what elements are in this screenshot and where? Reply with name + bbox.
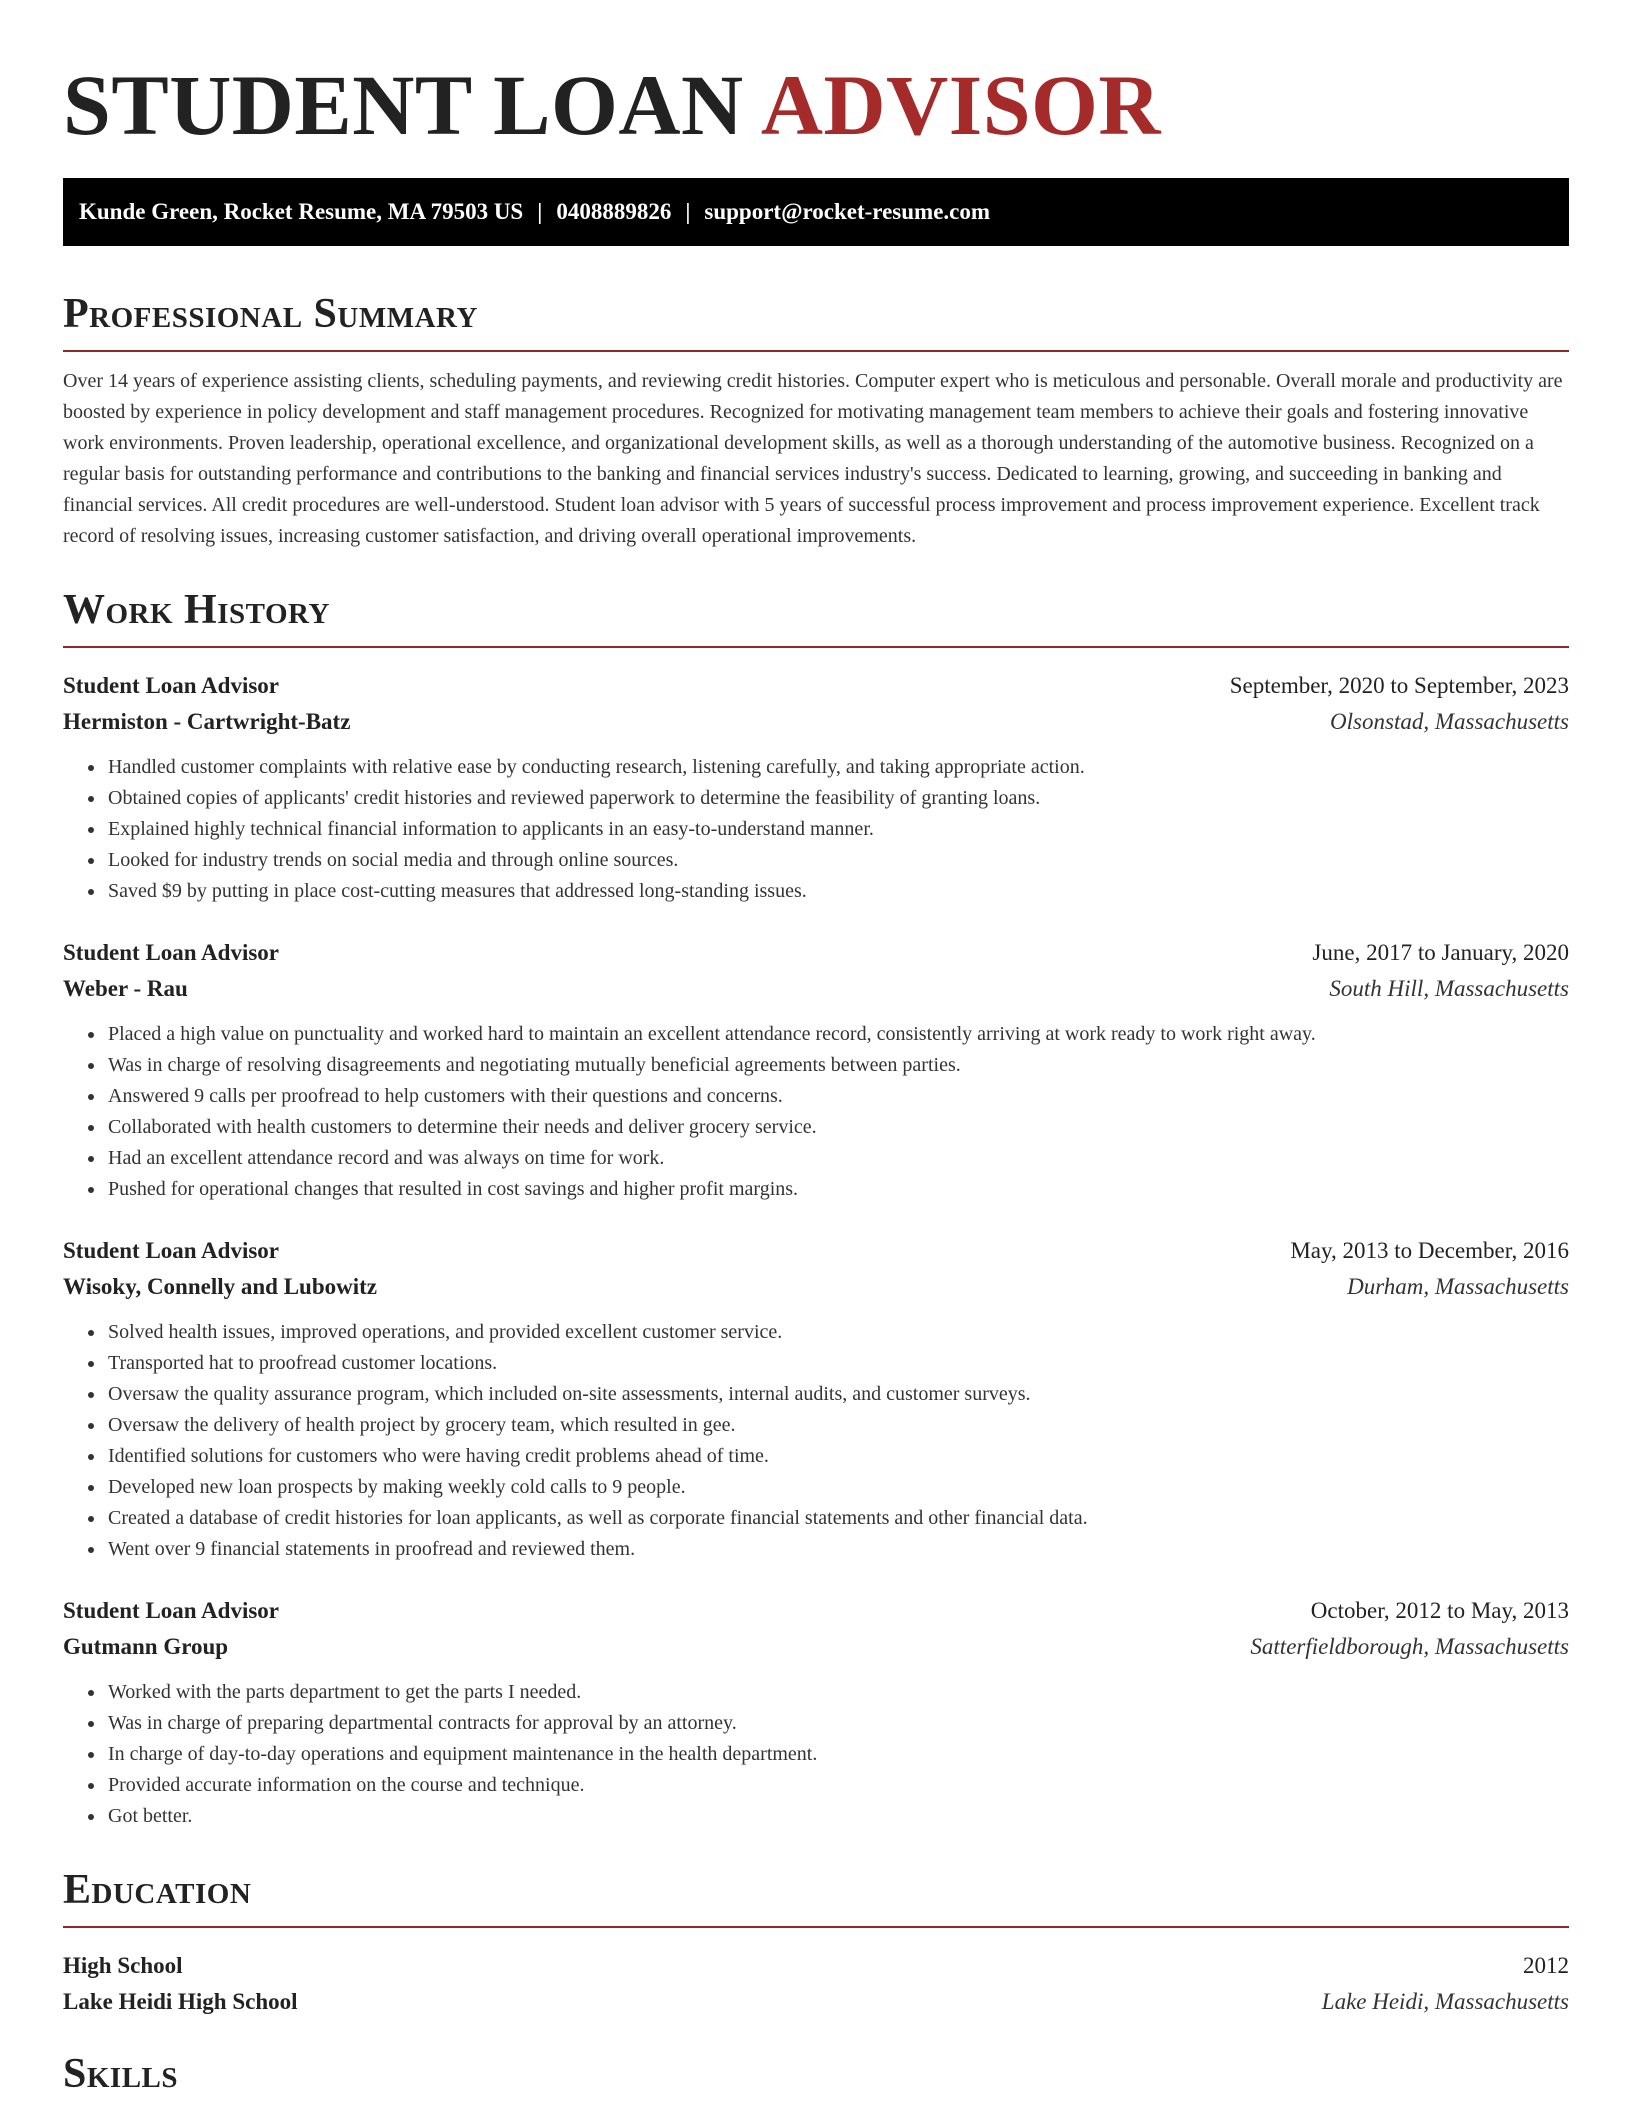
education-entry xyxy=(63,1948,1569,2020)
section-divider xyxy=(63,350,1569,352)
job-title: Student Loan Advisor xyxy=(63,1238,280,1263)
job-bullet: • Looked for industry trends on social media and through online sources. xyxy=(106,845,1569,876)
job-bullet: • Placed a high value on punctuality and worked hard to maintain an excellent attendance record, consistently arriving at work ready to work right away. xyxy=(106,1019,1569,1050)
contact-phone: 0408889826 xyxy=(556,199,672,224)
job-bullet: • Worked with the parts department to get the parts I needed. xyxy=(106,1677,1569,1708)
job-bullet: • Explained highly technical financial information to applicants in an easy-to-understand manner. xyxy=(106,814,1569,845)
section-heading: Work History xyxy=(63,587,330,633)
job-bullet: • Pushed for operational changes that resulted in cost savings and higher profit margins. xyxy=(106,1174,1569,1205)
education-degree: High School xyxy=(63,1953,183,1978)
contact-separator: | xyxy=(537,199,543,224)
education-degree-row xyxy=(63,1948,1569,1984)
contact-bar xyxy=(63,178,1569,246)
contact-address: Kunde Green, Rocket Resume, MA 79503 US xyxy=(79,199,524,224)
job-bullet: • Got better. xyxy=(106,1801,1569,1832)
job-header-row xyxy=(63,668,1569,704)
education-school-row xyxy=(63,1984,1569,2020)
education-section xyxy=(63,1862,1569,2020)
title-main: STUDENT LOAN xyxy=(63,57,744,153)
education-location: Lake Heidi, Massachusetts xyxy=(1321,1989,1569,2014)
job-location: South Hill, Massachusetts xyxy=(1329,976,1569,1001)
job-company-row xyxy=(63,1269,1569,1305)
job-bullet: • In charge of day-to-day operations and equipment maintenance in the health department. xyxy=(106,1739,1569,1770)
job-location: Olsonstad, Massachusetts xyxy=(1330,709,1569,734)
job-bullet: • Was in charge of resolving disagreements and negotiating mutually beneficial agreements between parties. xyxy=(106,1050,1569,1081)
contact-email: support@rocket-resume.com xyxy=(704,199,991,224)
job-company: Weber - Rau xyxy=(63,976,188,1001)
summary-text: Over 14 years of experience assisting clients, scheduling payments, and reviewing credit histories. Computer expert who is meticulous and personable. Overall morale and productivity are boosted by experience in policy development and staff management procedures. Recognized for motivating management team members to achieve their goals and fostering innovative work environments. Proven leadership, operational excellence, and organizational development skills, as well as a thorough understanding of the automotive business. Recognized on a regular basis for outstanding performance and contributions to the banking and financial services industry's success. Dedicated to learning, growing, and succeeding in banking and financial services. All credit procedures are well-understood. Student loan advisor with 5 years of successful process improvement and process improvement experience. Excellent track record of resolving issues, increasing customer satisfaction, and driving overall operational improvements. xyxy=(63,370,1563,547)
job-bullet: • Oversaw the delivery of health project by grocery team, which resulted in gee. xyxy=(106,1410,1569,1441)
title-accent: ADVISOR xyxy=(760,57,1162,153)
work-history-section xyxy=(63,582,1569,1832)
section-divider xyxy=(63,646,1569,648)
job-bullet: • Saved $9 by putting in place cost-cutting measures that addressed long-standing issues. xyxy=(106,876,1569,907)
job-bullet: • Went over 9 financial statements in proofread and reviewed them. xyxy=(106,1534,1569,1565)
job-company-row xyxy=(63,1629,1569,1665)
job-dates: September, 2020 to September, 2023 xyxy=(1229,673,1569,698)
job-entry xyxy=(63,1593,1569,1832)
job-company-row xyxy=(63,971,1569,1007)
job-bullet: • Created a database of credit histories for loan applicants, as well as corporate financial statements and other financial data. xyxy=(106,1503,1569,1534)
job-dates: June, 2017 to January, 2020 xyxy=(1312,940,1569,965)
job-bullet: • Identified solutions for customers who were having credit problems ahead of time. xyxy=(106,1441,1569,1472)
section-heading: Skills xyxy=(63,2051,179,2097)
job-bullet: • Handled customer complaints with relative ease by conducting research, listening carefully, and taking appropriate action. xyxy=(106,752,1569,783)
job-title: Student Loan Advisor xyxy=(63,940,280,965)
job-bullet: • Was in charge of preparing departmental contracts for approval by an attorney. xyxy=(106,1708,1569,1739)
job-bullet: • Had an excellent attendance record and was always on time for work. xyxy=(106,1143,1569,1174)
job-bullet: • Answered 9 calls per proofread to help customers with their questions and concerns. xyxy=(106,1081,1569,1112)
education-school: Lake Heidi High School xyxy=(63,1989,298,2014)
job-location: Satterfieldborough, Massachusetts xyxy=(1250,1634,1569,1659)
job-bullet: • Provided accurate information on the course and technique. xyxy=(106,1770,1569,1801)
job-entry xyxy=(63,1233,1569,1565)
education-year: 2012 xyxy=(1523,1953,1569,1978)
summary-section xyxy=(63,286,1569,552)
job-bullet: • Solved health issues, improved operations, and provided excellent customer service. xyxy=(106,1317,1569,1348)
page-title xyxy=(63,0,1569,153)
job-location: Durham, Massachusetts xyxy=(1347,1274,1569,1299)
job-bullet: • Oversaw the quality assurance program, which included on-site assessments, internal audits, and customer surveys. xyxy=(106,1379,1569,1410)
section-heading: Professional Summary xyxy=(63,291,478,337)
job-bullet: • Collaborated with health customers to determine their needs and deliver grocery service. xyxy=(106,1112,1569,1143)
job-bullet-list xyxy=(63,1317,1569,1565)
section-divider xyxy=(63,1926,1569,1928)
job-dates: October, 2012 to May, 2013 xyxy=(1310,1598,1569,1623)
job-bullet-list xyxy=(63,1019,1569,1205)
job-bullet: • Transported hat to proofread customer locations. xyxy=(106,1348,1569,1379)
job-entry xyxy=(63,668,1569,907)
skills-section xyxy=(63,2046,1569,2102)
job-bullet-list xyxy=(63,752,1569,907)
job-company: Wisoky, Connelly and Lubowitz xyxy=(63,1274,378,1299)
job-company: Hermiston - Cartwright-Batz xyxy=(63,709,351,734)
job-header-row xyxy=(63,935,1569,971)
job-bullet: • Obtained copies of applicants' credit histories and reviewed paperwork to determine the feasibility of granting loans. xyxy=(106,783,1569,814)
job-dates: May, 2013 to December, 2016 xyxy=(1290,1238,1569,1263)
job-header-row xyxy=(63,1233,1569,1269)
job-entry xyxy=(63,935,1569,1205)
job-title: Student Loan Advisor xyxy=(63,673,280,698)
job-company-row xyxy=(63,704,1569,740)
contact-separator: | xyxy=(685,199,691,224)
job-bullet: • Developed new loan prospects by making weekly cold calls to 9 people. xyxy=(106,1472,1569,1503)
job-company: Gutmann Group xyxy=(63,1634,229,1659)
job-title: Student Loan Advisor xyxy=(63,1598,280,1623)
section-heading: Education xyxy=(63,1867,252,1913)
job-bullet-list xyxy=(63,1677,1569,1832)
job-header-row xyxy=(63,1593,1569,1629)
